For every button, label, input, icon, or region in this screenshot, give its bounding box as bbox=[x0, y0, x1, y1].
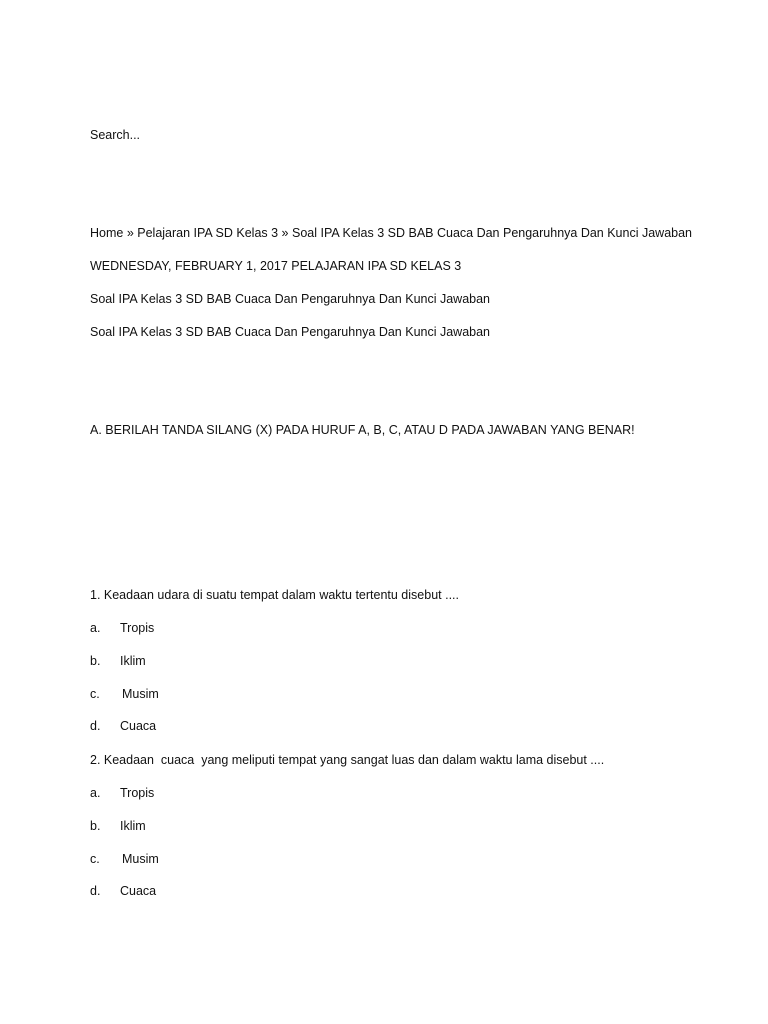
question-2-option-c bbox=[90, 851, 159, 867]
question-1-text: 1. Keadaan udara di suatu tempat dalam waktu tertentu disebut .... bbox=[90, 588, 459, 602]
breadcrumb-category[interactable]: Pelajaran IPA SD Kelas 3 bbox=[137, 226, 279, 240]
option-letter: b. bbox=[90, 654, 101, 668]
question-1-option-c bbox=[90, 686, 159, 702]
option-text: Tropis bbox=[120, 621, 155, 635]
option-text: Cuaca bbox=[120, 719, 157, 733]
option-text: Iklim bbox=[120, 654, 146, 668]
question-2-option-b bbox=[90, 818, 146, 834]
question-2-option-d bbox=[90, 883, 156, 899]
option-text: Musim bbox=[122, 852, 159, 866]
option-letter: c. bbox=[90, 852, 100, 866]
option-letter: a. bbox=[90, 786, 101, 800]
option-letter: a. bbox=[90, 621, 101, 635]
question-1-option-d bbox=[90, 718, 156, 734]
option-text: Tropis bbox=[120, 786, 155, 800]
section-instruction: A. BERILAH TANDA SILANG (X) PADA HURUF A, B, C, ATAU D PADA JAWABAN YANG BENAR! bbox=[90, 423, 635, 437]
option-letter: d. bbox=[90, 884, 101, 898]
breadcrumb-separator: » bbox=[123, 226, 138, 240]
post-subtitle: Soal IPA Kelas 3 SD BAB Cuaca Dan Pengaruhnya Dan Kunci Jawaban bbox=[90, 325, 491, 339]
post-meta: WEDNESDAY, FEBRUARY 1, 2017 PELAJARAN IPA SD KELAS 3 bbox=[90, 259, 462, 273]
option-letter: c. bbox=[90, 687, 100, 701]
question-2-text: 2. Keadaan cuaca yang meliputi tempat yang sangat luas dan dalam waktu lama disebut .... bbox=[90, 753, 605, 767]
option-letter: d. bbox=[90, 719, 101, 733]
question-1-option-b bbox=[90, 653, 146, 669]
option-text: Musim bbox=[122, 687, 159, 701]
breadcrumb bbox=[90, 225, 692, 241]
question-2-option-a bbox=[90, 785, 154, 801]
search-link[interactable] bbox=[90, 127, 140, 143]
option-text: Iklim bbox=[120, 819, 146, 833]
option-text: Cuaca bbox=[120, 884, 157, 898]
breadcrumb-separator: » bbox=[278, 226, 292, 240]
post-title: Soal IPA Kelas 3 SD BAB Cuaca Dan Pengaruhnya Dan Kunci Jawaban bbox=[90, 292, 491, 306]
option-letter: b. bbox=[90, 819, 101, 833]
breadcrumb-home[interactable]: Home bbox=[90, 226, 124, 240]
search-label[interactable]: Search... bbox=[90, 128, 141, 142]
breadcrumb-current: Soal IPA Kelas 3 SD BAB Cuaca Dan Pengaruhnya Dan Kunci Jawaban bbox=[291, 226, 692, 240]
question-1-option-a bbox=[90, 620, 154, 636]
